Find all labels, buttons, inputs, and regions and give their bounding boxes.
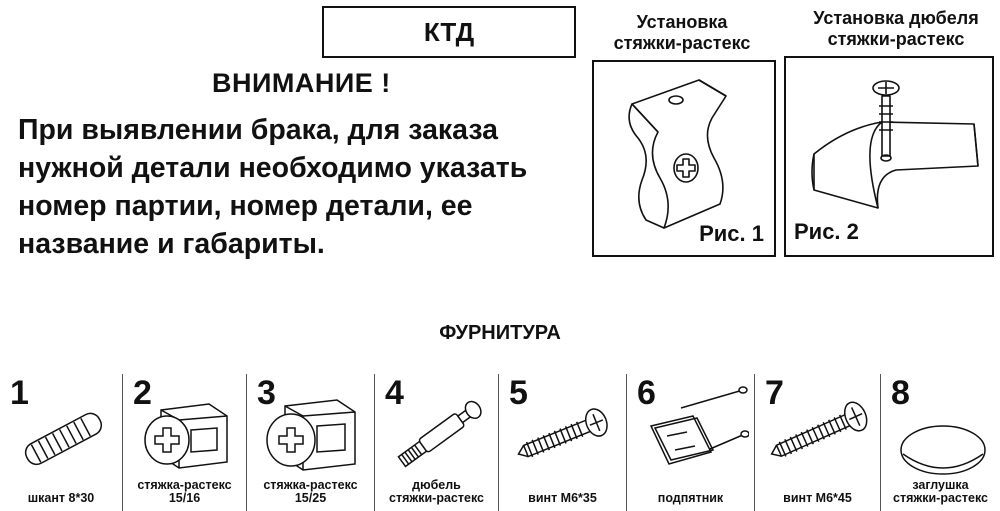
hardware-item [0,374,122,511]
caption-line: винт М6*35 [528,491,597,505]
hardware-item [754,374,880,511]
caption-line: шкант 8*30 [27,491,95,505]
figure-1-heading-line: стяжки-растекс [613,33,751,53]
hardware-item-caption [247,479,374,505]
cam-lock-icon [131,392,241,472]
screw-icon [763,390,879,474]
hardware-item [122,374,246,511]
cap-plug-icon [891,418,995,482]
caption-line: стяжки-растекс [893,491,988,505]
document-code-box [322,6,576,58]
hardware-item-number: 1 [10,374,29,412]
caption-line: винт М6*45 [783,491,852,505]
hardware-item-number: 6 [637,374,656,412]
caption-line: стяжка-растекс [137,478,232,492]
hardware-item-caption [123,479,246,505]
hardware-item [880,374,1000,511]
caption-line: стяжка-растекс [263,478,358,492]
notice-line: нужной детали необходимо указать [18,152,528,184]
notice-text [18,111,588,263]
hardware-item-number: 2 [133,374,152,412]
caption-line: 15/16 [168,491,201,505]
caption-line: стяжки-растекс [389,491,484,505]
figure-1-label: Рис. 1 [699,221,764,246]
screw-icon [507,396,619,476]
hardware-item [626,374,754,511]
caption-line: заглушка [912,478,969,492]
figure-1-heading [590,12,774,54]
hardware-item-number: 8 [891,374,910,412]
hardware-item-caption [499,492,626,505]
figure-2-panel [784,56,994,257]
figure-2-heading-line: стяжки-растекс [827,29,965,49]
hardware-item-caption [0,492,122,505]
document-code: КТД [423,16,475,47]
figure-2-heading [796,8,996,50]
caption-line: подпятник [657,491,724,505]
hardware-item-number: 3 [257,374,276,412]
wood-dowel-icon [8,398,118,478]
figure-2-heading-line: Установка дюбеля [813,8,979,28]
hardware-item-caption [627,492,754,505]
hardware-title: ФУРНИТУРА [439,322,561,344]
figure-2-label: Рис. 2 [794,219,859,244]
glide-pad-icon [633,380,749,476]
notice-line: При выявлении брака, для заказа [18,114,499,146]
hardware-item-caption [881,479,1000,505]
hardware-item-number: 5 [509,374,528,412]
caption-line: 15/25 [294,491,327,505]
figure-1-panel [592,60,776,257]
caption-line: дюбель [412,478,461,492]
figure-1-heading-line: Установка [636,12,728,32]
notice-line: название и габариты. [18,228,325,260]
attention-heading: ВНИМАНИЕ ! [212,68,391,98]
notice-line: номер партии, номер детали, ее [18,190,473,222]
hardware-item [498,374,626,511]
hardware-item-number: 7 [765,374,784,412]
hardware-item [246,374,374,511]
cam-dowel-icon [385,392,495,476]
hardware-item-number: 4 [385,374,404,412]
hardware-item-caption [755,492,880,505]
cam-lock-icon [255,390,367,474]
hardware-item [374,374,498,511]
hardware-item-caption [375,479,498,505]
hardware-strip [0,374,1000,511]
